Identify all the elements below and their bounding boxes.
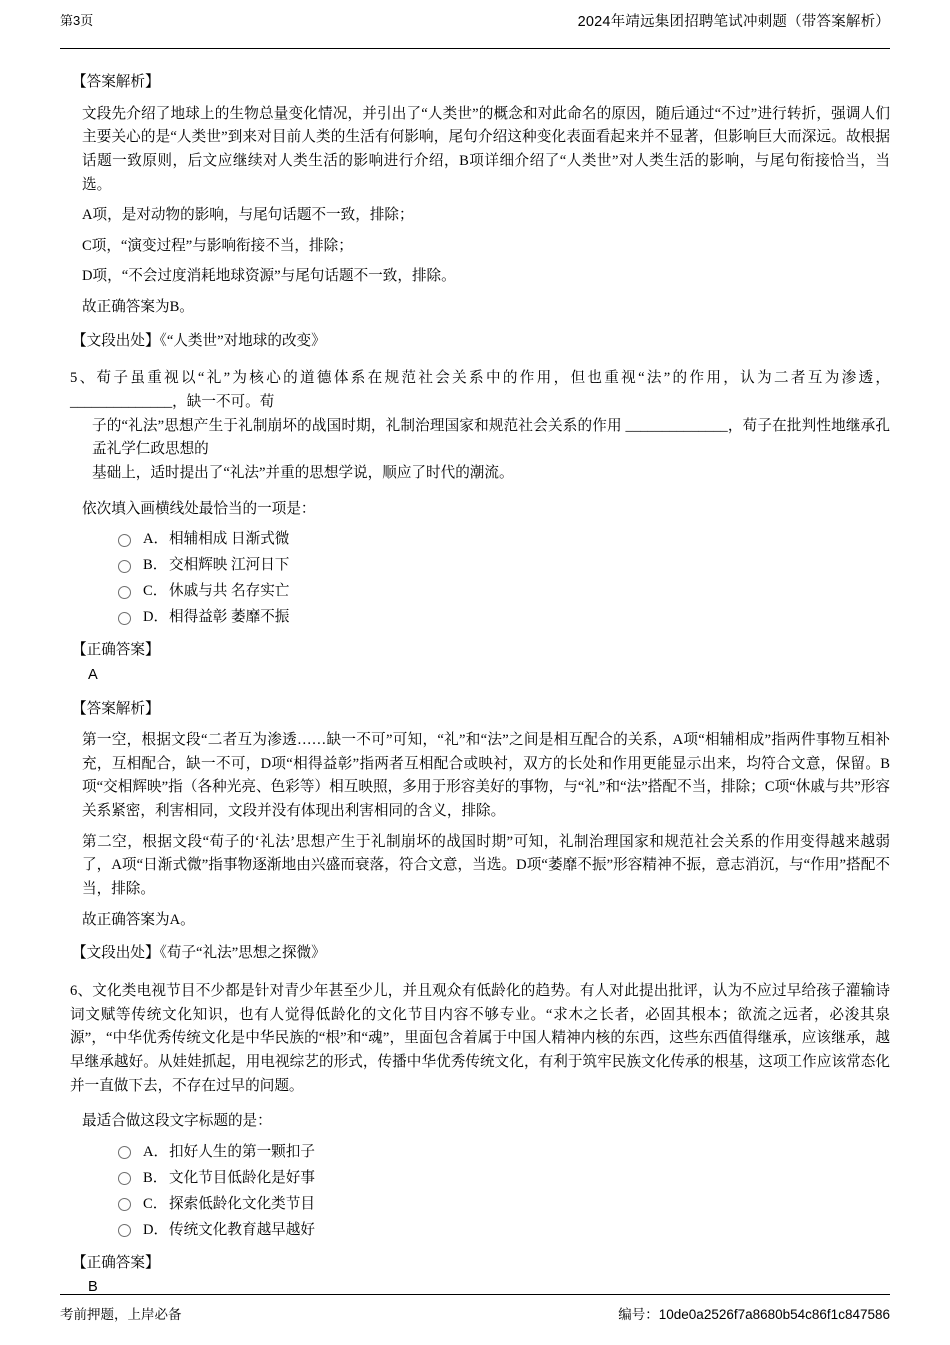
option-text: 传统文化教育越早越好 [169,1221,315,1238]
page-header [60,0,890,44]
option-a[interactable] [118,1140,890,1166]
radio-icon[interactable] [118,534,131,547]
question-5-stem-line2: 子的“礼法”思想产生于礼制崩坏的战国时期，礼制治理国家和规范社会关系的作用 ______________，荀子在批判性地继承孔孟礼学仁政思想的 [92,417,890,458]
radio-icon[interactable] [118,1224,131,1237]
option-b[interactable] [118,1166,890,1192]
option-text: 扣好人生的第一颗扣子 [169,1143,315,1160]
question-5-prompt: 依次填入画横线处最恰当的一项是： [82,500,316,517]
page-number-label: 第3页 [60,13,94,28]
option-text: 交相辉映 江河日下 [169,557,290,574]
question-6-prompt: 最适合做这段文字标题的是： [82,1113,272,1130]
option-c[interactable] [118,579,890,605]
document-title: 2024年靖远集团招聘笔试冲刺题（带答案解析） [577,14,890,30]
option-text: 文化节目低龄化是好事 [169,1169,315,1186]
analysis-paragraph: A项，是对动物的影响，与尾句话题不一致，排除； [82,207,414,224]
option-d[interactable] [118,1218,890,1244]
question-5-answer-value: A [88,666,98,683]
page-content [60,49,890,1300]
option-letter: D． [143,1221,169,1238]
option-letter: B． [143,557,168,574]
option-text: 相辅相成 日渐式微 [169,531,290,548]
question-6-options [60,1140,890,1244]
question-5-analysis-paragraph: 故正确答案为A。 [82,911,195,928]
analysis-tag: 【答案解析】 [72,74,160,90]
question-5-answer-label: 【正确答案】 [72,642,160,659]
option-letter: A． [143,531,169,548]
question-5-source-reference: 【文段出处】《荀子“礼法”思想之探微》 [72,945,326,962]
radio-icon[interactable] [118,1198,131,1211]
radio-icon[interactable] [118,586,131,599]
footer-code [618,1303,890,1323]
question-5-analysis-paragraph: 第一空，根据文段“二者互为渗透……缺一不可”可知，“礼”和“法”之间是相互配合的关系，A项“相辅相成”指两件事物互相补充，互相配合，缺一不可，D项“相得益彰”指两者互相配合或映衬，双方的长处和作用更能显示出来，均符合文意，保留。B项“交相辉映”指（各种光亮、色彩等）相互映照，多用于形容美好的事物，与“礼”和“法”搭配不当，排除；C项“休戚与共”形容关系紧密，利害相同，文段并没有体现出利害相同的含义，排除。 [82,732,890,820]
option-text: 相得益彰 萎靡不振 [169,609,290,626]
question-5-stem-line3: 基础上，适时提出了“礼法”并重的思想学说，顺应了时代的潮流。 [92,464,514,481]
option-letter: C． [143,1195,168,1212]
question-6-stem: 6、文化类电视节目不少都是针对青少年甚至少儿，并且观众有低龄化的趋势。有人对此提出批评，认为不应过早给孩子灌输诗词文赋等传统文化知识，也有人觉得低龄化的文化节目内容不够专业。“求木之长者，必固其根本；欲流之远者，必浚其泉源”，“中华优秀传统文化是中华民族的“根”和“魂”，里面包含着属于中国人精神内核的东西，这些东西值得继承，应该继承，越早继承越好。从娃娃抓起，用电视综艺的形式，传播中华优秀传统文化，有利于筑牢民族文化传承的根基，这项工作应该常态化并一直做下去，不存在过早的问题。 [70,982,890,1094]
option-letter: B． [143,1169,168,1186]
question-6-answer-label: 【正确答案】 [72,1254,160,1271]
option-letter: D． [143,609,169,626]
footer-slogan: 考前押题，上岸必备 [60,1307,182,1322]
question-5-stem [60,367,890,485]
radio-icon[interactable] [118,1172,131,1185]
option-a[interactable] [118,527,890,553]
question-5-stem-line1: 5、荀子虽重视以“礼”为核心的道德体系在规范社会关系中的作用，但也重视“法”的作用，认为二者互为渗透，______________，缺一不可。荀 [70,370,890,411]
option-d[interactable] [118,605,890,631]
footer-code-value: 10de0a2526f7a8680b54c86f1c847586 [658,1307,890,1322]
option-b[interactable] [118,553,890,579]
radio-icon[interactable] [118,1146,131,1159]
analysis-paragraph: 故正确答案为B。 [82,299,194,316]
page-footer [60,1288,890,1323]
question-5-analysis-tag: 【答案解析】 [72,700,160,717]
source-reference: 【文段出处】《“人类世”对地球的改变》 [72,332,326,349]
radio-icon[interactable] [118,612,131,625]
question-5-options [60,527,890,631]
footer-divider [60,1294,890,1295]
analysis-paragraph: D项，“不会过度消耗地球资源”与尾句话题不一致，排除。 [82,268,456,285]
option-letter: A． [143,1143,169,1160]
option-text: 探索低龄化文化类节目 [169,1195,315,1212]
footer-code-label: 编号： [618,1307,659,1322]
option-letter: C． [143,583,168,600]
option-c[interactable] [118,1192,890,1218]
question-6-answer-value: B [88,1279,98,1296]
option-text: 休戚与共 名存实亡 [169,583,290,600]
analysis-paragraph: 文段先介绍了地球上的生物总量变化情况，并引出了“人类世”的概念和对此命名的原因，随后通过“不过”进行转折，强调人们主要关心的是“人类世”到来对目前人类的生活有何影响，尾句介绍这种变化表面看起来并不显著，但影响巨大而深远。故根据话题一致原则，后文应继续对人类生活的影响进行介绍，B项详细介绍了“人类世”对人类生活的影响，与尾句衔接恰当，当选。 [82,105,890,193]
analysis-paragraph: C项，“演变过程”与影响衔接不当，排除； [82,237,353,254]
radio-icon[interactable] [118,560,131,573]
question-5-analysis-paragraph: 第二空，根据文段“荀子的‘礼法’思想产生于礼制崩坏的战国时期”可知，礼制治理国家和规范社会关系的作用变得越来越弱了，A项“日渐式微”指事物逐渐地由兴盛而衰落，符合文意，当选。D项“萎靡不振”形容精神不振，意志消沉，与“作用”搭配不当，排除。 [82,833,890,898]
